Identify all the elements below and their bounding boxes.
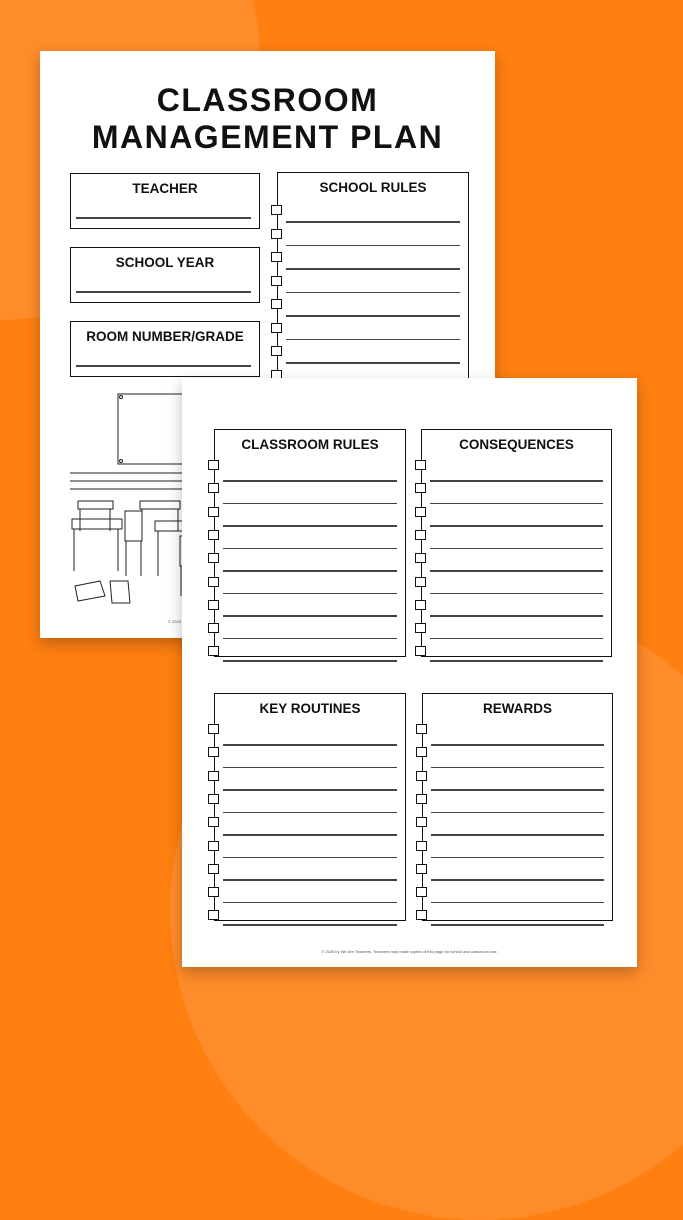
write-line <box>286 245 460 247</box>
checkbox[interactable] <box>208 747 219 757</box>
key-routines-label: KEY ROUTINES <box>259 701 361 716</box>
write-line <box>223 480 397 482</box>
write-line <box>286 315 460 317</box>
write-line <box>431 857 604 859</box>
write-line <box>431 767 604 769</box>
backpack <box>75 581 105 601</box>
write-line <box>223 767 397 769</box>
rewards-label: REWARDS <box>482 701 552 716</box>
school-year-field-label: SCHOOL YEAR <box>115 255 215 270</box>
write-line <box>223 857 397 859</box>
checkbox[interactable] <box>208 553 219 563</box>
checkbox[interactable] <box>208 483 219 493</box>
write-line <box>223 593 397 595</box>
write-line <box>223 744 397 746</box>
write-line <box>223 924 397 926</box>
write-line <box>430 525 603 527</box>
desk <box>78 501 113 509</box>
write-line <box>223 789 397 791</box>
checkbox[interactable] <box>208 724 219 734</box>
school-rules-label: SCHOOL RULES <box>319 180 427 195</box>
checkbox[interactable] <box>416 864 427 874</box>
classroom-rules-label: CLASSROOM RULES <box>241 437 379 452</box>
checkbox[interactable] <box>416 794 427 804</box>
write-line <box>76 291 251 293</box>
backpack <box>110 581 130 603</box>
write-line <box>430 570 603 572</box>
desk <box>140 501 180 509</box>
write-line <box>431 879 604 881</box>
write-line <box>223 548 397 550</box>
copyright-footer: © 2025 by We Are Teachers. Teachers may make copies of this page for school and classroom use. <box>321 949 498 954</box>
checkbox[interactable] <box>271 323 282 333</box>
key-routines-box <box>214 693 406 921</box>
checkbox[interactable] <box>415 646 426 656</box>
checkbox[interactable] <box>208 864 219 874</box>
room-number-field-label: ROOM NUMBER/GRADE <box>86 329 244 344</box>
whiteboard-pin <box>120 460 123 463</box>
write-line <box>430 615 603 617</box>
write-line <box>286 362 460 364</box>
checkbox[interactable] <box>415 460 426 470</box>
write-line <box>431 834 604 836</box>
checkbox[interactable] <box>271 299 282 309</box>
checkbox[interactable] <box>208 530 219 540</box>
checkbox[interactable] <box>416 771 427 781</box>
write-line <box>223 660 397 662</box>
title-line-2: MANAGEMENT PLAN <box>91 119 444 155</box>
write-line <box>223 902 397 904</box>
checkbox[interactable] <box>271 229 282 239</box>
write-line <box>286 221 460 223</box>
copyright-footer: © 2025 <box>168 619 181 624</box>
rewards-box <box>422 693 613 921</box>
write-line <box>430 660 603 662</box>
checkbox[interactable] <box>208 623 219 633</box>
checkbox[interactable] <box>415 507 426 517</box>
checkbox[interactable] <box>271 252 282 262</box>
write-line <box>430 548 603 550</box>
school-year-field-box <box>70 247 260 303</box>
checkbox[interactable] <box>208 794 219 804</box>
checkbox[interactable] <box>208 460 219 470</box>
checkbox[interactable] <box>208 771 219 781</box>
checkbox[interactable] <box>416 724 427 734</box>
checkbox[interactable] <box>415 530 426 540</box>
checkbox[interactable] <box>208 887 219 897</box>
checkbox[interactable] <box>416 817 427 827</box>
checkbox[interactable] <box>415 553 426 563</box>
write-line <box>223 638 397 640</box>
checkbox[interactable] <box>416 841 427 851</box>
checkbox[interactable] <box>271 346 282 356</box>
write-line <box>431 744 604 746</box>
write-line <box>286 268 460 270</box>
write-line <box>223 525 397 527</box>
write-line <box>431 924 604 926</box>
school-rules-box <box>277 172 469 387</box>
checkbox[interactable] <box>416 887 427 897</box>
write-line <box>223 812 397 814</box>
whiteboard-pin <box>120 396 123 399</box>
write-line <box>431 902 604 904</box>
checkbox[interactable] <box>208 841 219 851</box>
checkbox[interactable] <box>416 747 427 757</box>
write-line <box>286 339 460 341</box>
write-line <box>286 292 460 294</box>
write-line <box>223 879 397 881</box>
teacher-field-box <box>70 173 260 229</box>
write-line <box>223 834 397 836</box>
write-line <box>76 365 251 367</box>
chair <box>125 511 142 541</box>
checkbox[interactable] <box>208 507 219 517</box>
checkbox[interactable] <box>208 817 219 827</box>
teacher-field-label: TEACHER <box>132 181 198 196</box>
write-line <box>430 480 603 482</box>
checkbox[interactable] <box>271 205 282 215</box>
write-line <box>430 593 603 595</box>
write-line <box>76 217 251 219</box>
worksheet-page-2 <box>182 378 637 967</box>
write-line <box>431 812 604 814</box>
checkbox[interactable] <box>271 276 282 286</box>
title-line-1: CLASSROOM <box>156 82 379 118</box>
checkbox[interactable] <box>208 600 219 610</box>
room-number-field-box <box>70 321 260 377</box>
checkbox[interactable] <box>416 910 427 920</box>
write-line <box>430 503 603 505</box>
whiteboard <box>118 394 188 464</box>
write-line <box>223 503 397 505</box>
classroom-rules-box <box>214 429 406 657</box>
checkbox[interactable] <box>415 483 426 493</box>
checkbox[interactable] <box>208 646 219 656</box>
write-line <box>223 615 397 617</box>
checkbox[interactable] <box>415 600 426 610</box>
write-line <box>431 789 604 791</box>
checkbox[interactable] <box>415 577 426 587</box>
write-line <box>223 570 397 572</box>
consequences-box <box>421 429 612 657</box>
write-line <box>430 638 603 640</box>
consequences-label: CONSEQUENCES <box>459 437 574 452</box>
checkbox[interactable] <box>208 577 219 587</box>
checkbox[interactable] <box>415 623 426 633</box>
checkbox[interactable] <box>208 910 219 920</box>
